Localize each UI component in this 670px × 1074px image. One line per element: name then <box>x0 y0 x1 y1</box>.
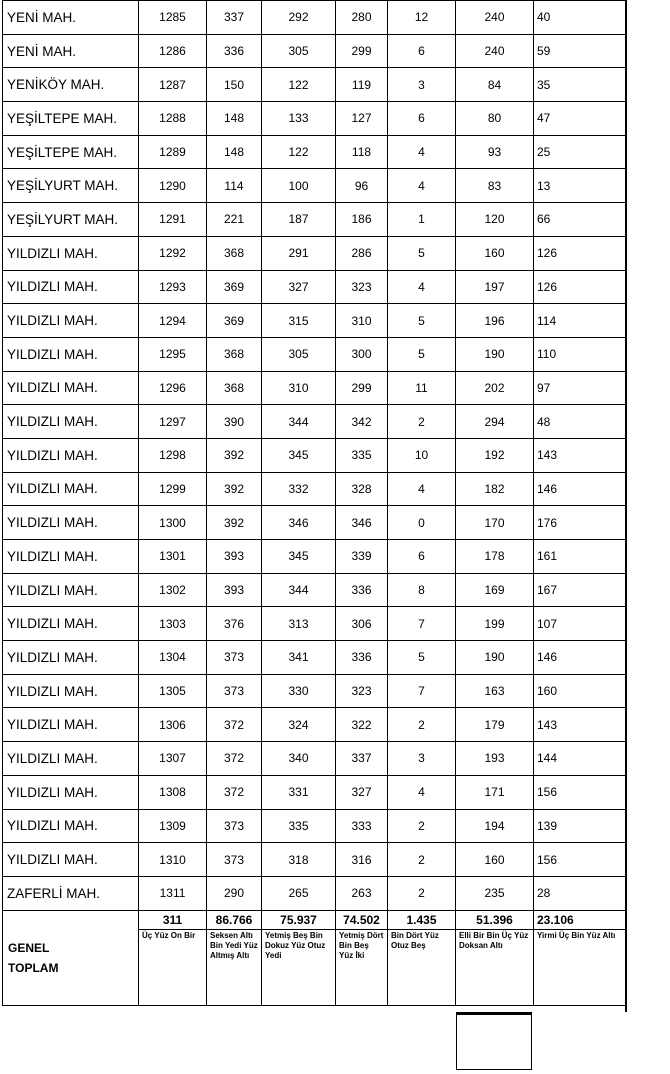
sandik-no-cell: 1304 <box>139 641 207 675</box>
vote-count-cell: 171 <box>456 775 534 809</box>
table-body <box>3 1 626 1006</box>
secmen-cell: 369 <box>207 270 262 304</box>
vote-count-cell: 80 <box>456 102 534 136</box>
gecersiz-oy-cell: 3 <box>388 68 456 102</box>
secmen-cell: 372 <box>207 742 262 776</box>
vote-count-cell: 161 <box>534 540 626 574</box>
vote-count-cell: 83 <box>456 169 534 203</box>
oy-kullanan-cell: 332 <box>262 472 336 506</box>
table-row <box>3 775 626 809</box>
sandik-no-cell: 1305 <box>139 674 207 708</box>
gecersiz-oy-cell: 4 <box>388 472 456 506</box>
total-in-words: Yetmiş Dört Bin Beş Yüz İki <box>336 929 388 1005</box>
table-right-border <box>625 0 627 1012</box>
gecerli-oy-cell: 346 <box>336 506 388 540</box>
oy-kullanan-cell: 122 <box>262 68 336 102</box>
oy-kullanan-cell: 344 <box>262 405 336 439</box>
gecersiz-oy-cell: 11 <box>388 371 456 405</box>
table-row <box>3 169 626 203</box>
mahalle-cell: YILDIZLI MAH. <box>3 270 139 304</box>
oy-kullanan-cell: 100 <box>262 169 336 203</box>
gecerli-oy-cell: 286 <box>336 236 388 270</box>
gecersiz-oy-cell: 2 <box>388 876 456 910</box>
gecerli-oy-cell: 342 <box>336 405 388 439</box>
secmen-cell: 221 <box>207 203 262 237</box>
sandik-no-cell: 1294 <box>139 304 207 338</box>
gecersiz-oy-cell: 4 <box>388 135 456 169</box>
gecersiz-oy-cell: 5 <box>388 641 456 675</box>
oy-kullanan-cell: 324 <box>262 708 336 742</box>
vote-count-cell: 47 <box>534 102 626 136</box>
gecerli-oy-cell: 310 <box>336 304 388 338</box>
sandik-no-cell: 1308 <box>139 775 207 809</box>
oy-kullanan-cell: 345 <box>262 540 336 574</box>
secmen-cell: 392 <box>207 506 262 540</box>
secmen-cell: 148 <box>207 135 262 169</box>
oy-kullanan-cell: 187 <box>262 203 336 237</box>
table-row <box>3 876 626 910</box>
sandik-no-cell: 1300 <box>139 506 207 540</box>
sandik-no-cell: 1306 <box>139 708 207 742</box>
mahalle-cell: YILDIZLI MAH. <box>3 708 139 742</box>
toplam-label: TOPLAM <box>8 960 59 975</box>
vote-count-cell: 170 <box>456 506 534 540</box>
vote-count-cell: 163 <box>456 674 534 708</box>
mahalle-cell: YENİ MAH. <box>3 1 139 35</box>
oy-kullanan-cell: 335 <box>262 809 336 843</box>
vote-count-cell: 176 <box>534 506 626 540</box>
mahalle-cell: YENİ MAH. <box>3 34 139 68</box>
table-row <box>3 203 626 237</box>
mahalle-cell: YEŞİLYURT MAH. <box>3 169 139 203</box>
mahalle-cell: YILDIZLI MAH. <box>3 405 139 439</box>
vote-count-cell: 182 <box>456 472 534 506</box>
oy-kullanan-cell: 346 <box>262 506 336 540</box>
mahalle-cell: YILDIZLI MAH. <box>3 304 139 338</box>
sandik-no-cell: 1299 <box>139 472 207 506</box>
vote-count-cell: 194 <box>456 809 534 843</box>
vote-count-cell: 160 <box>534 674 626 708</box>
total-number: 75.937 <box>262 910 336 929</box>
vote-count-cell: 66 <box>534 203 626 237</box>
mahalle-cell: YILDIZLI MAH. <box>3 843 139 877</box>
mahalle-cell: YILDIZLI MAH. <box>3 674 139 708</box>
vote-count-cell: 193 <box>456 742 534 776</box>
gecersiz-oy-cell: 5 <box>388 304 456 338</box>
vote-count-cell: 35 <box>534 68 626 102</box>
vote-count-cell: 139 <box>534 809 626 843</box>
vote-count-cell: 199 <box>456 607 534 641</box>
table-row <box>3 1 626 35</box>
sandik-no-cell: 1307 <box>139 742 207 776</box>
gecerli-oy-cell: 337 <box>336 742 388 776</box>
sandik-no-cell: 1301 <box>139 540 207 574</box>
secmen-cell: 393 <box>207 573 262 607</box>
vote-count-cell: 240 <box>456 1 534 35</box>
sandik-no-cell: 1311 <box>139 876 207 910</box>
table-row <box>3 371 626 405</box>
mahalle-cell: YILDIZLI MAH. <box>3 438 139 472</box>
vote-count-cell: 28 <box>534 876 626 910</box>
sandik-no-cell: 1289 <box>139 135 207 169</box>
vote-count-cell: 169 <box>456 573 534 607</box>
oy-kullanan-cell: 340 <box>262 742 336 776</box>
vote-count-cell: 146 <box>534 641 626 675</box>
table-row <box>3 270 626 304</box>
mahalle-cell: YILDIZLI MAH. <box>3 775 139 809</box>
gecerli-oy-cell: 323 <box>336 674 388 708</box>
table-row <box>3 472 626 506</box>
mahalle-cell: YEŞİLTEPE MAH. <box>3 135 139 169</box>
sandik-no-cell: 1296 <box>139 371 207 405</box>
gecersiz-oy-cell: 8 <box>388 573 456 607</box>
sandik-no-cell: 1302 <box>139 573 207 607</box>
mahalle-cell: YILDIZLI MAH. <box>3 742 139 776</box>
oy-kullanan-cell: 313 <box>262 607 336 641</box>
gecerli-oy-cell: 339 <box>336 540 388 574</box>
sandik-no-cell: 1303 <box>139 607 207 641</box>
vote-count-cell: 190 <box>456 337 534 371</box>
sandik-no-cell: 1287 <box>139 68 207 102</box>
vote-count-cell: 240 <box>456 34 534 68</box>
table-row <box>3 742 626 776</box>
oy-kullanan-cell: 122 <box>262 135 336 169</box>
secmen-cell: 336 <box>207 34 262 68</box>
vote-count-cell: 126 <box>534 270 626 304</box>
secmen-cell: 368 <box>207 337 262 371</box>
total-number: 311 <box>139 910 207 929</box>
vote-count-cell: 114 <box>534 304 626 338</box>
vote-count-cell: 84 <box>456 68 534 102</box>
mahalle-cell: YEŞİLYURT MAH. <box>3 203 139 237</box>
totals-number-row <box>3 910 626 929</box>
genel-toplam-label <box>3 910 139 1005</box>
oy-kullanan-cell: 341 <box>262 641 336 675</box>
vote-count-cell: 144 <box>534 742 626 776</box>
sandik-no-cell: 1286 <box>139 34 207 68</box>
gecerli-oy-cell: 119 <box>336 68 388 102</box>
oy-kullanan-cell: 318 <box>262 843 336 877</box>
total-number: 51.396 <box>456 910 534 929</box>
table-row <box>3 674 626 708</box>
vote-count-cell: 143 <box>534 438 626 472</box>
total-in-words: Üç Yüz On Bir <box>139 929 207 1005</box>
table-row <box>3 843 626 877</box>
total-in-words: Yirmi Üç Bin Yüz Altı <box>534 929 626 1005</box>
vote-count-cell: 13 <box>534 169 626 203</box>
secmen-cell: 373 <box>207 809 262 843</box>
gecerli-oy-cell: 323 <box>336 270 388 304</box>
empty-box <box>456 1012 532 1070</box>
secmen-cell: 372 <box>207 708 262 742</box>
gecerli-oy-cell: 333 <box>336 809 388 843</box>
sandik-no-cell: 1291 <box>139 203 207 237</box>
vote-count-cell: 59 <box>534 34 626 68</box>
gecerli-oy-cell: 263 <box>336 876 388 910</box>
vote-count-cell: 167 <box>534 573 626 607</box>
secmen-cell: 368 <box>207 236 262 270</box>
vote-count-cell: 40 <box>534 1 626 35</box>
table-row <box>3 438 626 472</box>
vote-count-cell: 197 <box>456 270 534 304</box>
secmen-cell: 114 <box>207 169 262 203</box>
sandik-no-cell: 1297 <box>139 405 207 439</box>
secmen-cell: 392 <box>207 472 262 506</box>
vote-count-cell: 126 <box>534 236 626 270</box>
vote-count-cell: 196 <box>456 304 534 338</box>
mahalle-cell: YILDIZLI MAH. <box>3 607 139 641</box>
vote-count-cell: 97 <box>534 371 626 405</box>
total-in-words: Elli Bir Bin Üç Yüz Doksan Altı <box>456 929 534 1005</box>
table-row <box>3 607 626 641</box>
oy-kullanan-cell: 292 <box>262 1 336 35</box>
gecersiz-oy-cell: 7 <box>388 674 456 708</box>
gecersiz-oy-cell: 4 <box>388 270 456 304</box>
gecersiz-oy-cell: 6 <box>388 540 456 574</box>
gecersiz-oy-cell: 2 <box>388 405 456 439</box>
mahalle-cell: ZAFERLİ MAH. <box>3 876 139 910</box>
vote-count-cell: 107 <box>534 607 626 641</box>
table-row <box>3 540 626 574</box>
vote-count-cell: 93 <box>456 135 534 169</box>
table-row <box>3 304 626 338</box>
vote-count-cell: 156 <box>534 775 626 809</box>
secmen-cell: 369 <box>207 304 262 338</box>
gecerli-oy-cell: 118 <box>336 135 388 169</box>
gecersiz-oy-cell: 7 <box>388 607 456 641</box>
secmen-cell: 290 <box>207 876 262 910</box>
secmen-cell: 392 <box>207 438 262 472</box>
sandik-no-cell: 1292 <box>139 236 207 270</box>
gecerli-oy-cell: 300 <box>336 337 388 371</box>
secmen-cell: 373 <box>207 674 262 708</box>
total-number: 86.766 <box>207 910 262 929</box>
table-row <box>3 405 626 439</box>
secmen-cell: 150 <box>207 68 262 102</box>
total-in-words: Seksen Altı Bin Yedi Yüz Altmış Altı <box>207 929 262 1005</box>
oy-kullanan-cell: 305 <box>262 34 336 68</box>
gecerli-oy-cell: 328 <box>336 472 388 506</box>
mahalle-cell: YILDIZLI MAH. <box>3 337 139 371</box>
gecersiz-oy-cell: 12 <box>388 1 456 35</box>
gecerli-oy-cell: 327 <box>336 775 388 809</box>
gecerli-oy-cell: 306 <box>336 607 388 641</box>
secmen-cell: 337 <box>207 1 262 35</box>
vote-count-cell: 156 <box>534 843 626 877</box>
oy-kullanan-cell: 315 <box>262 304 336 338</box>
sandik-no-cell: 1288 <box>139 102 207 136</box>
mahalle-cell: YEŞİLTEPE MAH. <box>3 102 139 136</box>
gecerli-oy-cell: 335 <box>336 438 388 472</box>
sandik-no-cell: 1298 <box>139 438 207 472</box>
vote-count-cell: 48 <box>534 405 626 439</box>
secmen-cell: 148 <box>207 102 262 136</box>
gecersiz-oy-cell: 6 <box>388 102 456 136</box>
genel-label: GENEL <box>8 940 50 955</box>
sandik-no-cell: 1290 <box>139 169 207 203</box>
oy-kullanan-cell: 344 <box>262 573 336 607</box>
vote-count-cell: 294 <box>456 405 534 439</box>
vote-count-cell: 235 <box>456 876 534 910</box>
table-row <box>3 236 626 270</box>
sandik-no-cell: 1285 <box>139 1 207 35</box>
vote-count-cell: 179 <box>456 708 534 742</box>
oy-kullanan-cell: 330 <box>262 674 336 708</box>
oy-kullanan-cell: 327 <box>262 270 336 304</box>
total-number: 1.435 <box>388 910 456 929</box>
gecerli-oy-cell: 299 <box>336 34 388 68</box>
gecersiz-oy-cell: 2 <box>388 708 456 742</box>
gecersiz-oy-cell: 0 <box>388 506 456 540</box>
gecerli-oy-cell: 322 <box>336 708 388 742</box>
gecersiz-oy-cell: 5 <box>388 236 456 270</box>
table-row <box>3 506 626 540</box>
gecerli-oy-cell: 186 <box>336 203 388 237</box>
vote-count-cell: 146 <box>534 472 626 506</box>
table-row <box>3 573 626 607</box>
table-row <box>3 708 626 742</box>
table-row <box>3 809 626 843</box>
sandik-no-cell: 1295 <box>139 337 207 371</box>
gecersiz-oy-cell: 5 <box>388 337 456 371</box>
vote-count-cell: 110 <box>534 337 626 371</box>
table-row <box>3 135 626 169</box>
mahalle-cell: YILDIZLI MAH. <box>3 809 139 843</box>
gecerli-oy-cell: 299 <box>336 371 388 405</box>
gecerli-oy-cell: 336 <box>336 573 388 607</box>
gecersiz-oy-cell: 4 <box>388 775 456 809</box>
total-number: 23.106 <box>534 910 626 929</box>
secmen-cell: 393 <box>207 540 262 574</box>
vote-count-cell: 190 <box>456 641 534 675</box>
table-row <box>3 641 626 675</box>
total-in-words: Yetmiş Beş Bin Dokuz Yüz Otuz Yedi <box>262 929 336 1005</box>
gecerli-oy-cell: 96 <box>336 169 388 203</box>
vote-count-cell: 25 <box>534 135 626 169</box>
secmen-cell: 376 <box>207 607 262 641</box>
sandik-no-cell: 1310 <box>139 843 207 877</box>
vote-count-cell: 160 <box>456 843 534 877</box>
results-table <box>2 0 626 1006</box>
vote-count-cell: 143 <box>534 708 626 742</box>
total-in-words: Bin Dört Yüz Otuz Beş <box>388 929 456 1005</box>
oy-kullanan-cell: 345 <box>262 438 336 472</box>
table-row <box>3 68 626 102</box>
gecersiz-oy-cell: 2 <box>388 809 456 843</box>
table-row <box>3 102 626 136</box>
total-number: 74.502 <box>336 910 388 929</box>
gecersiz-oy-cell: 2 <box>388 843 456 877</box>
mahalle-cell: YILDIZLI MAH. <box>3 573 139 607</box>
secmen-cell: 372 <box>207 775 262 809</box>
vote-count-cell: 120 <box>456 203 534 237</box>
oy-kullanan-cell: 291 <box>262 236 336 270</box>
oy-kullanan-cell: 331 <box>262 775 336 809</box>
mahalle-cell: YILDIZLI MAH. <box>3 540 139 574</box>
gecerli-oy-cell: 336 <box>336 641 388 675</box>
mahalle-cell: YILDIZLI MAH. <box>3 506 139 540</box>
mahalle-cell: YILDIZLI MAH. <box>3 236 139 270</box>
oy-kullanan-cell: 310 <box>262 371 336 405</box>
gecersiz-oy-cell: 6 <box>388 34 456 68</box>
mahalle-cell: YILDIZLI MAH. <box>3 641 139 675</box>
vote-count-cell: 202 <box>456 371 534 405</box>
vote-count-cell: 178 <box>456 540 534 574</box>
gecersiz-oy-cell: 4 <box>388 169 456 203</box>
table-row <box>3 34 626 68</box>
sandik-no-cell: 1293 <box>139 270 207 304</box>
secmen-cell: 373 <box>207 843 262 877</box>
mahalle-cell: YILDIZLI MAH. <box>3 371 139 405</box>
oy-kullanan-cell: 305 <box>262 337 336 371</box>
sandik-no-cell: 1309 <box>139 809 207 843</box>
secmen-cell: 368 <box>207 371 262 405</box>
secmen-cell: 390 <box>207 405 262 439</box>
gecersiz-oy-cell: 1 <box>388 203 456 237</box>
vote-count-cell: 192 <box>456 438 534 472</box>
gecerli-oy-cell: 127 <box>336 102 388 136</box>
mahalle-cell: YENİKÖY MAH. <box>3 68 139 102</box>
oy-kullanan-cell: 265 <box>262 876 336 910</box>
gecersiz-oy-cell: 10 <box>388 438 456 472</box>
vote-count-cell: 160 <box>456 236 534 270</box>
table-row <box>3 337 626 371</box>
oy-kullanan-cell: 133 <box>262 102 336 136</box>
mahalle-cell: YILDIZLI MAH. <box>3 472 139 506</box>
secmen-cell: 373 <box>207 641 262 675</box>
gecerli-oy-cell: 280 <box>336 1 388 35</box>
gecersiz-oy-cell: 3 <box>388 742 456 776</box>
gecerli-oy-cell: 316 <box>336 843 388 877</box>
